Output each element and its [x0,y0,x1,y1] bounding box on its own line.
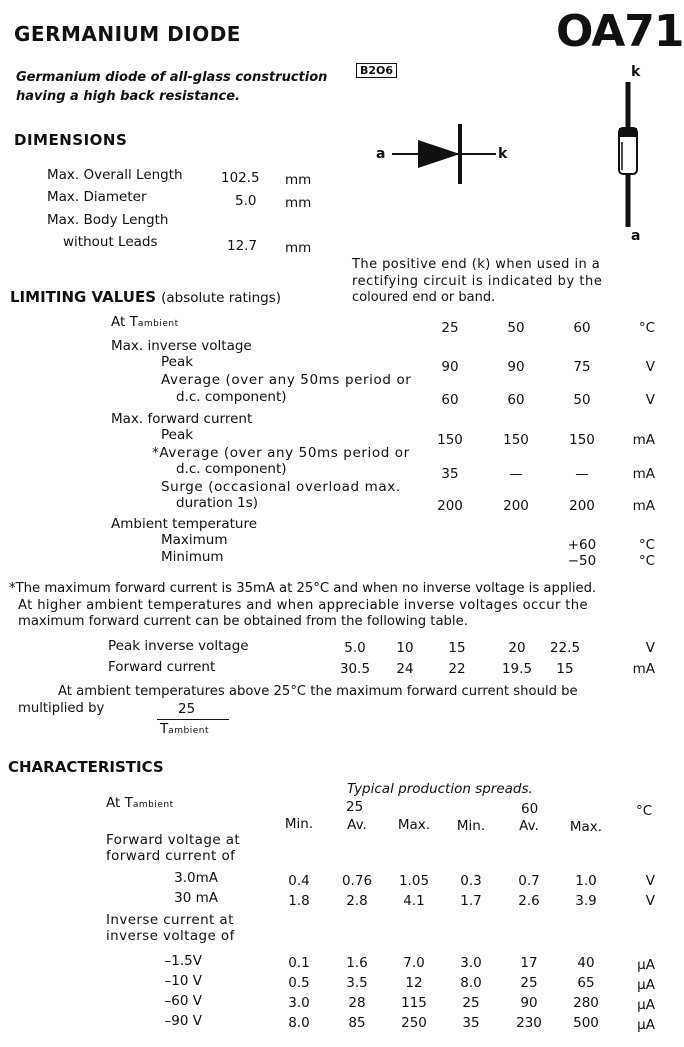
limiting-row-label: Surge (occasional overload max. [161,479,401,495]
inv-value: 230 [516,1015,542,1031]
limiting-unit: °C [638,553,655,569]
dim-value: 102.5 [221,170,260,186]
limiting-row-label: Ambient temperature [111,516,258,532]
footnote-line-3: maximum forward current can be obtained from the following table. [18,614,468,629]
inv-label-line-1: Inverse current at [106,912,234,928]
derating-row-label: Peak inverse voltage [108,638,249,654]
limiting-unit: V [645,392,655,408]
derating-note-line-1: At ambient temperatures above 25°C the maximum forward current should be [58,684,578,699]
char-at-label [106,795,174,811]
limiting-row-label: Minimum [161,549,224,565]
limiting-value: 150 [437,432,463,448]
char-col-header: Min. [284,816,314,832]
derating-value: 15 [556,661,574,677]
inv-condition: –90 V [164,1013,202,1029]
inv-value: 500 [573,1015,599,1031]
char-temp-unit: °C [636,803,653,819]
inv-value: 8.0 [288,1015,310,1031]
inv-value: 250 [401,1015,427,1031]
inv-value: 115 [401,995,427,1011]
fraction-den-sub: ambient [168,726,210,736]
char-col-header: Av. [347,817,367,833]
char-temp-60: 60 [521,801,539,817]
polarity-note-line-3: coloured end or band. [352,290,496,305]
char-temp-25: 25 [346,799,364,815]
limiting-heading-suffix: (absolute ratings) [161,290,282,306]
inv-value: 3.0 [460,955,482,971]
dim-unit: mm [285,172,312,188]
dim-value: 5.0 [235,193,257,209]
limiting-value: — [575,466,589,482]
dim-unit: mm [285,240,312,256]
inv-condition: –1.5V [164,953,202,969]
inv-value: 0.5 [288,975,310,991]
inv-value: 40 [577,955,595,971]
char-col-header: Av. [519,818,539,834]
limiting-row-label: Max. forward current [111,411,253,427]
fwd-unit: V [645,873,655,889]
fwd-value: 2.6 [518,893,540,909]
cathode-label: k [498,146,508,162]
inv-label-line-2: inverse voltage of [106,928,235,944]
fwd-value: 0.3 [460,873,482,889]
fwd-value: 0.76 [341,873,373,889]
limiting-unit: mA [632,498,655,514]
limiting-at-label [111,314,179,330]
fwd-value: 0.7 [518,873,540,889]
limiting-row-label: d.c. component) [176,461,287,477]
fwd-value: 4.1 [403,893,425,909]
limiting-row-label: Max. inverse voltage [111,338,252,354]
footnote-line-2: At higher ambient temperatures and when appreciable inverse voltages occur the [18,598,588,613]
inv-value: 12 [405,975,423,991]
at-label: At T [106,795,133,811]
limiting-row-label: duration 1s) [176,495,258,511]
fwd-value: 3.9 [575,893,597,909]
type-number: OA71 [556,6,684,57]
fraction-denominator [160,721,209,737]
derating-value: 30.5 [339,661,371,677]
derating-note-line-2: multiplied by [18,701,105,716]
derating-value: 20 [508,640,526,656]
fraction-den: T [160,721,169,737]
inv-condition: –10 V [164,973,202,989]
limiting-row-label: Peak [161,354,194,370]
limiting-row-label: Average (over any 50ms period or [161,372,412,388]
inv-value: 1.6 [346,955,368,971]
inv-unit: μA [637,957,655,973]
limiting-value: 200 [503,498,529,514]
at-label: At T [111,314,138,330]
diode-body-icon [608,82,648,232]
polarity-note-line-2: rectifying circuit is indicated by the [352,274,603,289]
limiting-unit: °C [638,537,655,553]
page-title: GERMANIUM DIODE [14,22,241,46]
derating-unit: V [645,640,655,656]
limiting-unit: mA [632,466,655,482]
inv-unit: μA [637,997,655,1013]
limiting-row-label: d.c. component) [176,389,287,405]
limiting-value: 60 [507,392,525,408]
body-bottom-label: a [631,228,641,244]
limiting-value: 60 [441,392,459,408]
limiting-unit: V [645,359,655,375]
anode-label: a [376,146,386,162]
dim-value: 12.7 [227,238,258,254]
dim-label: Max. Body Length [47,212,169,228]
spread-heading: Typical production spreads. [347,781,533,797]
limiting-value: 150 [569,432,595,448]
inv-value: 280 [573,995,599,1011]
diode-symbol-icon [370,118,515,188]
inv-value: 0.1 [288,955,310,971]
derating-value: 22 [448,661,466,677]
inv-value: 7.0 [403,955,425,971]
body-top-label: k [631,64,641,80]
inv-value: 35 [462,1015,480,1031]
description-line-2: having a high back resistance. [16,89,240,104]
footnote-line-1: *The maximum forward current is 35mA at 25°C and when no inverse voltage is applied. [9,581,597,596]
limiting-value: 200 [437,498,463,514]
limiting-value: 200 [569,498,595,514]
inv-unit: μA [637,977,655,993]
fraction-bar [157,719,229,720]
polarity-note-line-1: The positive end (k) when used in a [352,257,601,272]
limiting-value: 35 [441,466,459,482]
at-sub: ambient [132,800,174,810]
fwd-value: 1.8 [288,893,310,909]
description-line-1: Germanium diode of all-glass construction [16,70,328,85]
outline-code-badge: B2O6 [356,63,397,78]
dim-label: without Leads [63,234,158,250]
derating-value: 22.5 [549,640,581,656]
limiting-heading [10,287,281,306]
inv-value: 65 [577,975,595,991]
dim-label: Max. Diameter [47,189,147,205]
limiting-temp: 50 [507,320,525,336]
fwd-label-line-1: Forward voltage at [106,832,241,848]
limiting-value: 90 [507,359,525,375]
derating-value: 24 [396,661,414,677]
fwd-value: 1.05 [398,873,430,889]
fwd-condition: 30 mA [174,890,218,906]
fwd-value: 2.8 [346,893,368,909]
derating-value: 5.0 [344,640,366,656]
limiting-temp: 25 [441,320,459,336]
limiting-row-label: *Average (over any 50ms period or [152,445,410,461]
characteristics-heading: CHARACTERISTICS [8,758,164,776]
derating-value: 19.5 [501,661,533,677]
limiting-value: +60 [567,537,597,553]
inv-value: 28 [348,995,366,1011]
limiting-value: — [509,466,523,482]
dim-unit: mm [285,195,312,211]
limiting-temp-unit: °C [638,320,655,336]
inv-value: 25 [520,975,538,991]
limiting-value: 150 [503,432,529,448]
limiting-temp: 60 [573,320,591,336]
fraction-numerator: 25 [178,701,196,717]
limiting-row-label: Maximum [161,532,228,548]
derating-value: 10 [396,640,414,656]
at-sub: ambient [137,319,179,329]
derating-value: 15 [448,640,466,656]
derating-unit: mA [632,661,655,677]
inv-value: 3.5 [346,975,368,991]
limiting-unit: mA [632,432,655,448]
inv-value: 25 [462,995,480,1011]
inv-value: 17 [520,955,538,971]
fwd-value: 1.0 [575,873,597,889]
fwd-value: 1.7 [460,893,482,909]
fwd-label-line-2: forward current of [106,848,236,864]
limiting-value: −50 [567,553,597,569]
fwd-condition: 3.0mA [174,870,218,886]
derating-row-label: Forward current [108,659,216,675]
dim-label: Max. Overall Length [47,167,183,183]
limiting-value: 50 [573,392,591,408]
limiting-heading-text: LIMITING VALUES [10,288,157,306]
limiting-value: 75 [573,359,591,375]
dimensions-heading: DIMENSIONS [14,131,128,149]
char-col-header: Max. [397,817,431,833]
inv-value: 85 [348,1015,366,1031]
inv-value: 8.0 [460,975,482,991]
fwd-unit: V [645,893,655,909]
limiting-row-label: Peak [161,427,194,443]
inv-value: 3.0 [288,995,310,1011]
limiting-value: 90 [441,359,459,375]
inv-value: 90 [520,995,538,1011]
inv-unit: μA [637,1017,655,1033]
char-col-header: Min. [456,818,486,834]
char-col-header: Max. [569,819,603,835]
fwd-value: 0.4 [288,873,310,889]
inv-condition: –60 V [164,993,202,1009]
